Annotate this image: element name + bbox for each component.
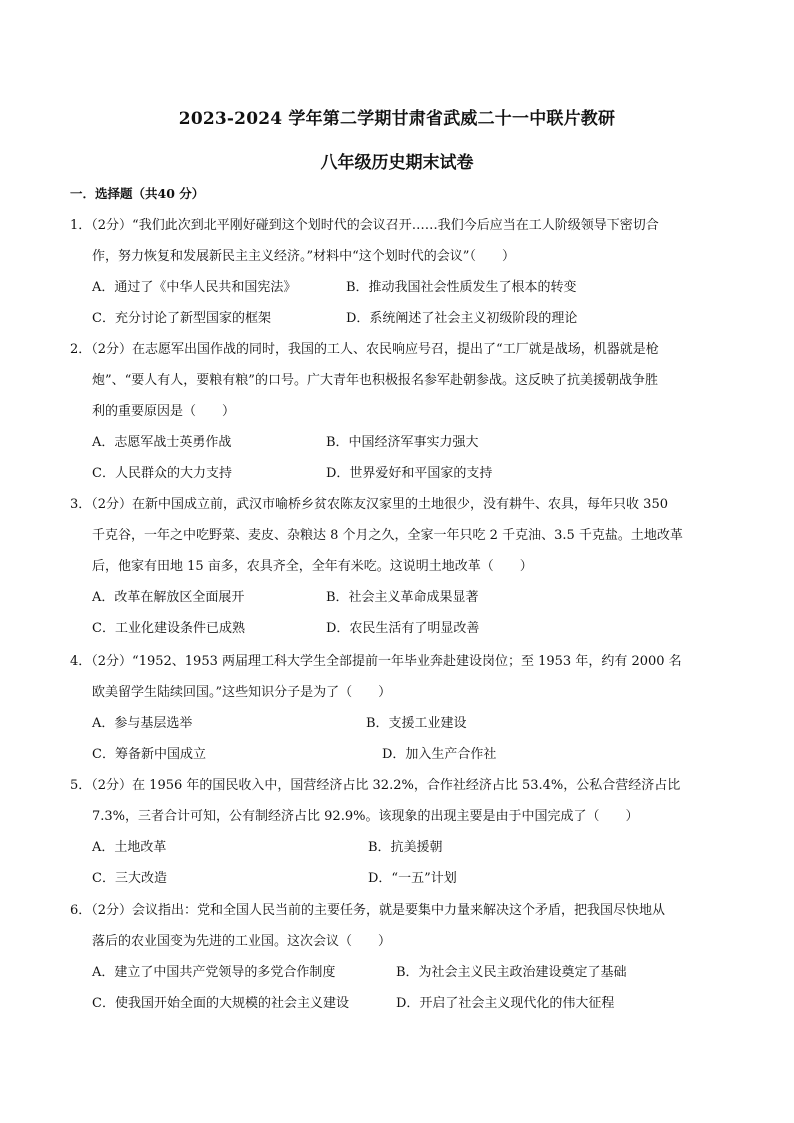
question-1 — [70, 210, 730, 334]
option-row — [70, 708, 730, 739]
option-b: B．社会主义革命成果显著 — [326, 590, 479, 605]
question-stem: 6．（2分）会议指出：党和全国人民当前的主要任务，就是要集中力量来解决这个矛盾，把我国尽快地从 — [70, 903, 666, 918]
option-b: B．支援工业建设 — [366, 716, 467, 731]
option-c: C．充分讨论了新型国家的框架 — [92, 311, 271, 326]
option-row — [70, 272, 730, 303]
option-row — [70, 957, 730, 988]
option-d: D．开启了社会主义现代化的伟大征程 — [396, 996, 615, 1011]
exam-title: 2023-2024 学年第二学期甘肃省武威二十一中联片教研 — [178, 109, 616, 129]
option-c: C．筹备新中国成立 — [92, 747, 206, 762]
option-a: A．改革在解放区全面展开 — [92, 590, 245, 605]
question-stem-cont: 7.3%，三者合计可知，公有制经济占比 92.9%。该现象的出现主要是由于中国完成了（ ） — [92, 809, 639, 824]
option-row — [70, 613, 730, 644]
exam-subtitle: 八年级历史期末试卷 — [320, 153, 474, 173]
option-b: B．中国经济军事实力强大 — [326, 435, 479, 450]
option-row — [70, 582, 730, 613]
question-stem-cont: 利的重要原因是（ ） — [92, 404, 236, 419]
option-row — [70, 427, 730, 458]
option-c: C．人民群众的大力支持 — [92, 466, 232, 481]
option-b: B．推动我国社会性质发生了根本的转变 — [346, 280, 577, 295]
option-a: A．志愿军战士英勇作战 — [92, 435, 232, 450]
option-c: C．三大改造 — [92, 871, 167, 886]
question-stem: 2．（2分）在志愿军出国作战的同时，我国的工人、农民响应号召，提出了“工厂就是战场，机器就是枪 — [70, 342, 659, 357]
option-row — [70, 863, 730, 894]
option-d: D．“一五”计划 — [368, 871, 457, 886]
question-4 — [70, 646, 730, 770]
option-b: B．抗美援朝 — [368, 840, 443, 855]
option-b: B．为社会主义民主政治建设奠定了基础 — [396, 965, 627, 980]
option-c: C．工业化建设条件已成熟 — [92, 621, 245, 636]
section-heading: 一．选择题（共40 分） — [70, 186, 205, 201]
question-stem: 5．（2分）在 1956 年的国民收入中，国营经济占比 32.2%，合作社经济占比 53.4%，公私合营经济占比 — [70, 778, 681, 793]
option-row — [70, 303, 730, 334]
option-row — [70, 988, 730, 1019]
option-d: D．系统阐述了社会主义初级阶段的理论 — [346, 311, 578, 326]
option-a: A．参与基层选举 — [92, 716, 193, 731]
option-row — [70, 832, 730, 863]
question-5 — [70, 770, 730, 894]
question-stem-cont: 欧美留学生陆续回国。”这些知识分子是为了（ ） — [92, 685, 392, 700]
question-stem-cont: 炮”、“要人有人，要粮有粮”的口号。广大青年也积极报名参军赴朝参战。这反映了抗美援朝战争胜 — [92, 373, 658, 388]
question-stem: 4．（2分）“1952、1953 两届理工科大学生全部提前一年毕业奔赴建设岗位；至 1953 年，约有 2000 名 — [70, 654, 682, 669]
question-stem: 1．（2分）“我们此次到北平刚好碰到这个划时代的会议召开……我们今后应当在工人阶级领导下密切合 — [70, 218, 659, 233]
question-stem-cont: 落后的农业国变为先进的工业国。这次会议（ ） — [92, 934, 392, 949]
question-stem-cont: 作，努力恢复和发展新民主主义经济。”材料中“这个划时代的会议”（ ） — [92, 249, 515, 264]
question-stem-cont: 后，他家有田地 15 亩多，农具齐全，全年有米吃。这说明土地改革（ ） — [92, 559, 533, 574]
question-stem: 3．（2分）在新中国成立前，武汉市喻桥乡贫农陈友汉家里的土地很少，没有耕牛、农具，每年只收 350 — [70, 497, 668, 512]
option-d: D．农民生活有了明显改善 — [326, 621, 480, 636]
question-6 — [70, 895, 730, 1019]
option-a: A．建立了中国共产党领导的多党合作制度 — [92, 965, 336, 980]
option-d: D．世界爱好和平国家的支持 — [326, 466, 493, 481]
option-row — [70, 739, 730, 770]
question-2 — [70, 334, 730, 489]
option-c: C．使我国开始全面的大规模的社会主义建设 — [92, 996, 349, 1011]
question-stem-cont: 千克谷，一年之中吃野菜、麦皮、杂粮达 8 个月之久，全家一年只吃 2 千克油、3.5 千克盐。土地改革 — [92, 528, 683, 543]
option-row — [70, 458, 730, 489]
question-3 — [70, 489, 730, 644]
option-a: A．通过了《中华人民共和国宪法》 — [92, 280, 297, 295]
option-d: D．加入生产合作社 — [382, 747, 497, 762]
option-a: A．土地改革 — [92, 840, 167, 855]
